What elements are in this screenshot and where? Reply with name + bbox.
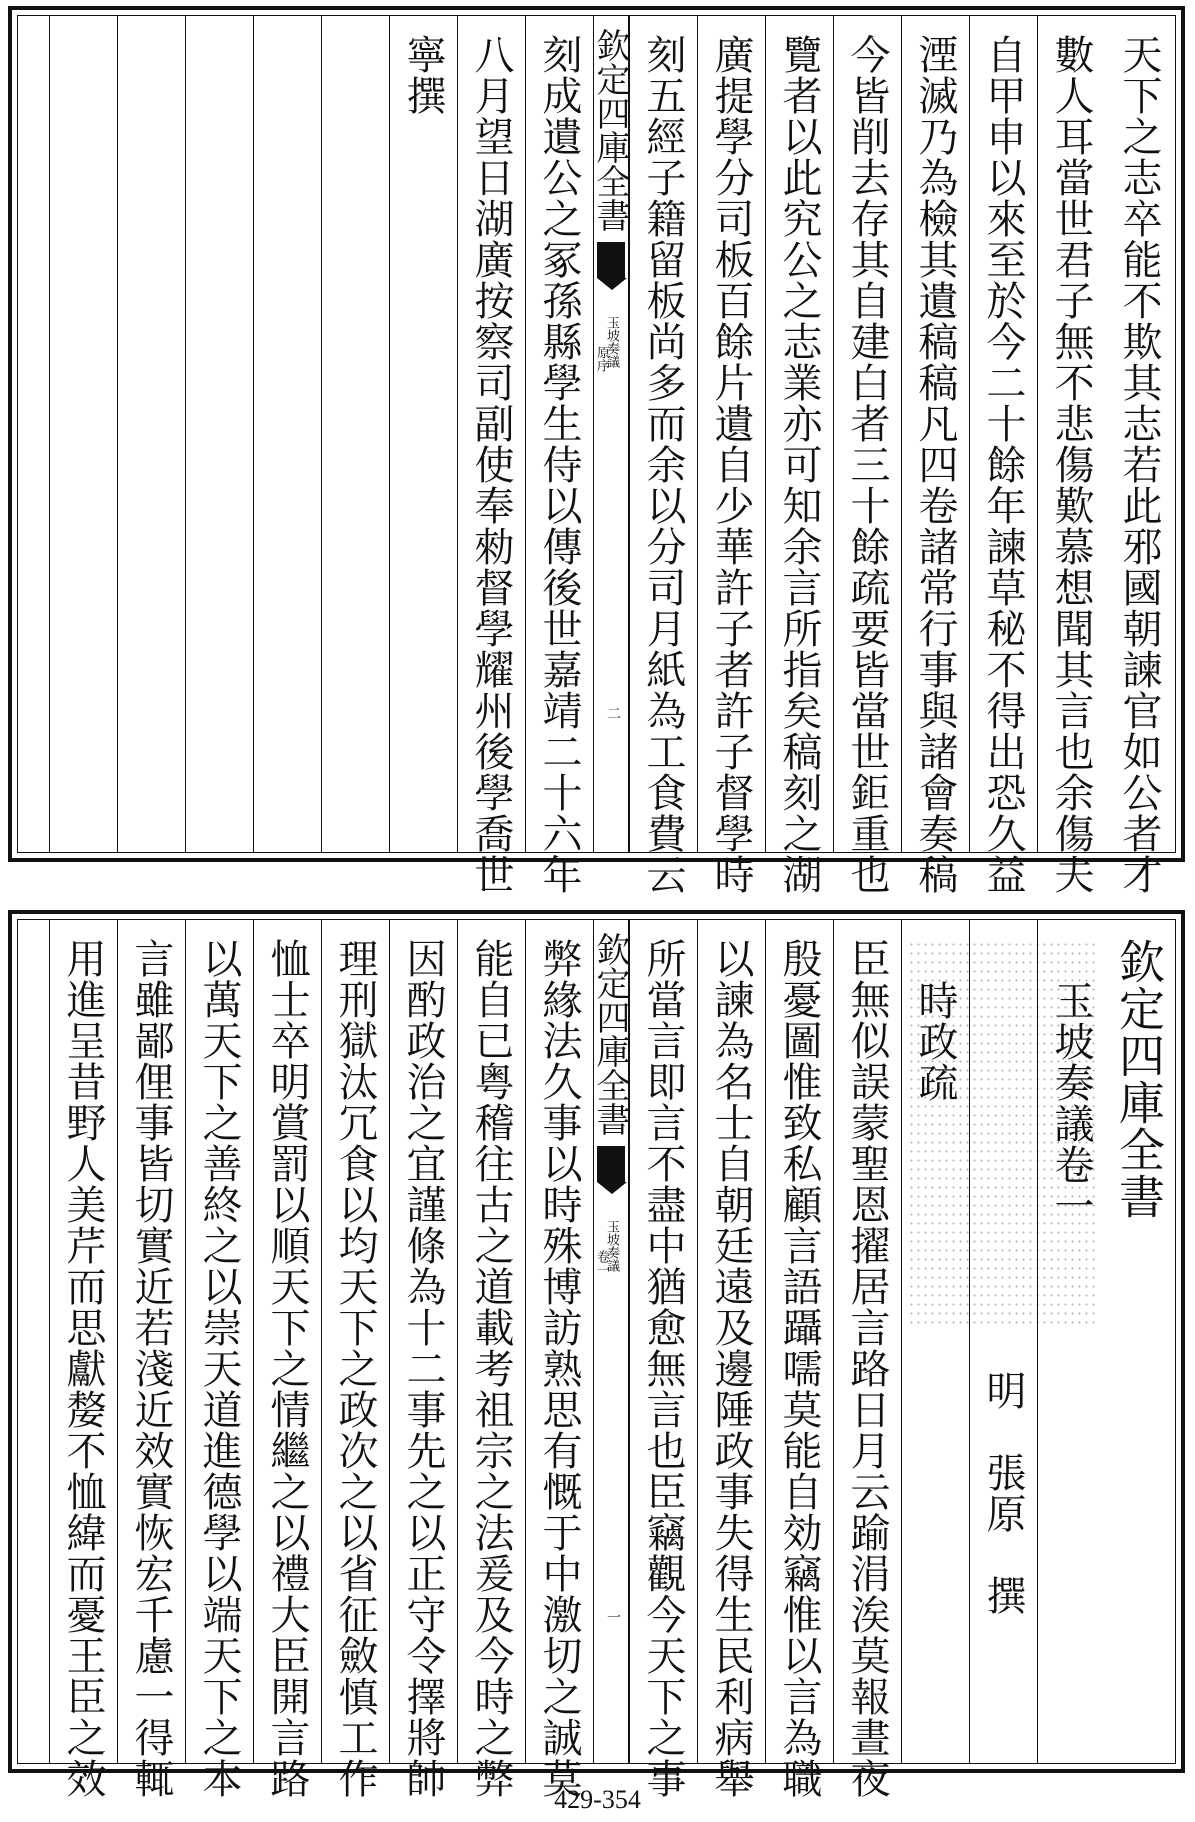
text-column (525, 920, 593, 1799)
text-column (49, 920, 117, 1799)
bottom-page-frame (17, 919, 1176, 1799)
column-text: 廣提學分司板百餘片遺自少華許子者許子督學時 (708, 34, 754, 895)
column-text: 八月望日湖廣按察司副使奉勑督學耀州後學喬世 (468, 34, 514, 895)
spine-title: 欽定四庫全書 (590, 932, 630, 1136)
text-column (253, 16, 321, 852)
column-text: 言雖鄙俚事皆切實近若淺近效實恢宏千慮一得輒 (128, 938, 174, 1799)
text-column (185, 16, 253, 852)
text-column (117, 16, 185, 852)
text-column (969, 16, 1037, 895)
column-text: 以諫為名士自朝廷遠及邊陲政事失得生民利病舉 (708, 938, 754, 1799)
text-column (901, 16, 969, 895)
title-column (1037, 920, 1105, 1763)
top-page-frame (17, 15, 1176, 895)
center-spine (590, 16, 630, 852)
text-column (1105, 16, 1173, 895)
center-spine (590, 920, 630, 1763)
bottom-page (8, 910, 1185, 1799)
text-column (765, 920, 833, 1799)
column-text: 臣無似誤蒙聖恩擢居言路日月云踰涓涘莫報晝夜 (844, 938, 890, 1799)
column-text: 弊緣法久事以時殊博訪熟思有慨于中激切之誠莫 (536, 938, 582, 1799)
spine-section: 卷一 (594, 1250, 609, 1276)
column-text: 因酌政治之宜謹條為十二事先之以正守令擇將帥 (400, 938, 446, 1799)
column-text: 能自已粤稽往古之道載考祖宗之法爰及今時之弊 (468, 938, 514, 1799)
spine-leaf-number: 二 (605, 706, 621, 720)
fishtail-mark (597, 242, 625, 278)
column-text: 玉坡奏議卷一 (1048, 980, 1094, 1226)
spine-title: 欽定四庫全書 (590, 28, 630, 232)
column-text: 恤士卒明賞罰以順天下之情繼之以禮大臣開言路 (264, 938, 310, 1799)
text-column (49, 16, 117, 852)
column-text: 數人耳當世君子無不悲傷歎慕想聞其言也余傷夫 (1048, 34, 1094, 895)
text-column (697, 16, 765, 895)
column-text: 欽定四庫全書 (1112, 938, 1166, 1220)
column-text: 覽者以此究公之志業亦可知余言所指矣稿刻之湖 (776, 34, 822, 895)
column-text: 殷憂圖惟致私顧言語躡嚅莫能自効竊惟以言為職 (776, 938, 822, 1799)
text-column (765, 16, 833, 895)
column-text: 明 張原 撰 (980, 1370, 1026, 1616)
spine-section: 原序 (594, 346, 609, 372)
text-column (629, 16, 697, 895)
top-page (8, 6, 1185, 895)
fishtail-mark (597, 1146, 625, 1182)
text-column (833, 16, 901, 895)
text-column (629, 920, 697, 1799)
column-text: 自甲申以來至於今二十餘年諫草秘不得出恐久益 (980, 34, 1026, 895)
text-column (389, 920, 457, 1799)
section-heading-column (901, 920, 969, 1763)
spine-book-title: 玉坡奏議 (604, 1220, 619, 1272)
text-column (697, 920, 765, 1799)
column-text: 用進呈昔野人美芹而思獻嫠不恤緯而憂王臣之效 (60, 938, 106, 1799)
text-column (117, 920, 185, 1799)
column-text: 湮滅乃為檢其遺稿稿凡四卷諸常行事與諸會奏稿 (912, 34, 958, 895)
header-column (1105, 920, 1173, 1763)
column-text: 寧撰 (400, 34, 446, 116)
column-text: 今皆削去存其自建白者三十餘疏要皆當世鉅重也 (844, 34, 890, 895)
spine-leaf-number: 一 (605, 1610, 621, 1624)
column-text: 刻成遺公之冢孫縣學生侍以傳後世嘉靖二十六年 (536, 34, 582, 895)
column-text: 刻五經子籍留板尚多而余以分司月紙為工食費云 (640, 34, 686, 895)
column-text: 時政疏 (912, 980, 958, 1103)
spine-book-title: 玉坡奏議 (604, 316, 619, 368)
column-text: 天下之志卒能不欺其志若此邪國朝諫官如公者才 (1116, 34, 1162, 895)
column-text: 所當言即言不盡中猶愈無言也臣竊觀今天下之事 (640, 938, 686, 1799)
text-column (525, 16, 593, 895)
text-column (833, 920, 901, 1799)
text-column (457, 16, 525, 895)
text-column (389, 16, 457, 852)
text-column (321, 920, 389, 1799)
author-column (969, 920, 1037, 1763)
column-text: 以萬天下之善終之以崇天道進德學以端天下之本 (196, 938, 242, 1799)
text-column (253, 920, 321, 1799)
text-column (1037, 16, 1105, 895)
text-column (457, 920, 525, 1799)
catalog-number: 429-354 (554, 1785, 641, 1814)
column-text: 理刑獄汰冗食以均天下之政次之以省征斂慎工作 (332, 938, 378, 1799)
text-column (321, 16, 389, 852)
text-column (185, 920, 253, 1799)
